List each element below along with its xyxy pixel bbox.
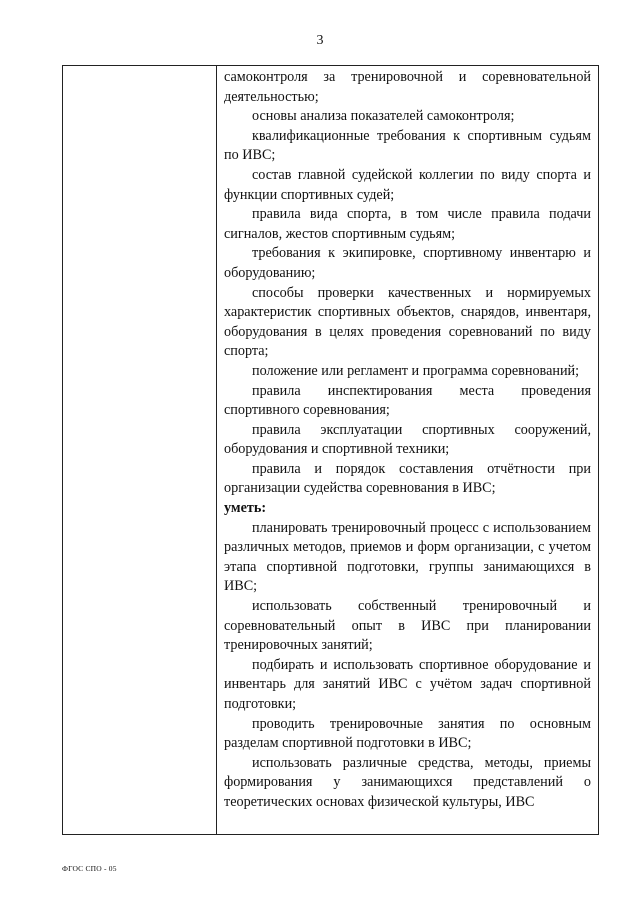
skill-item: использовать собственный тренировочный и соревновательный опыт в ИВС при планировании тренировочных занятий; — [224, 598, 591, 654]
know-list — [224, 68, 591, 499]
know-item: правила инспектирования места проведения спортивного соревнования; — [224, 382, 591, 419]
know-item: состав главной судейской коллегии по виду спорта и функции спортивных судей; — [224, 166, 591, 203]
footer-doc-code: ФГОС СПО - 05 — [62, 864, 117, 873]
requirements-cell — [224, 68, 591, 813]
know-item: правила и порядок составления отчётности при организации судейства соревнования в ИВС; — [224, 460, 591, 497]
know-item: правила вида спорта, в том числе правила подачи сигналов, жестов спортивным судьям; — [224, 206, 591, 242]
column-divider — [216, 66, 217, 834]
know-item: положение или регламент и программа соревнований; — [252, 362, 580, 379]
know-item: самоконтроля за тренировочной и соревновательной деятельностью; — [224, 69, 591, 105]
know-item: квалификационные требования к спортивным судьям по ИВС; — [224, 127, 591, 164]
know-item: основы анализа показателей самоконтроля; — [252, 108, 515, 125]
skills-list — [224, 519, 591, 813]
skill-item: планировать тренировочный процесс с использованием различных методов, приемов и форм организации, с учетом этапа спортивной подготовки, группы занимающихся в ИВС; — [224, 519, 591, 595]
skill-item: подбирать и использовать спортивное оборудование и инвентарь для занятий ИВС с учётом задач спортивной подготовки; — [224, 656, 591, 712]
know-item: правила эксплуатации спортивных сооружений, оборудования и спортивной техники; — [224, 421, 591, 458]
skill-item: проводить тренировочные занятия по основным разделам спортивной подготовки в ИВС; — [224, 715, 591, 752]
skill-item: использовать различные средства, методы, приемы формирования у занимающихся представлений о теоретических основах физической культуры, ИВС — [224, 754, 591, 810]
requirements-table — [62, 65, 599, 835]
know-item: требования к экипировке, спортивному инвентарю и оборудованию; — [224, 245, 591, 281]
know-item: способы проверки качественных и нормируемых характеристик спортивных объектов, снарядов, инвентаря, оборудования в целях проведения соревнований по виду спорта; — [224, 284, 591, 360]
skills-heading: уметь: — [224, 500, 267, 517]
page-number: 3 — [316, 33, 324, 48]
